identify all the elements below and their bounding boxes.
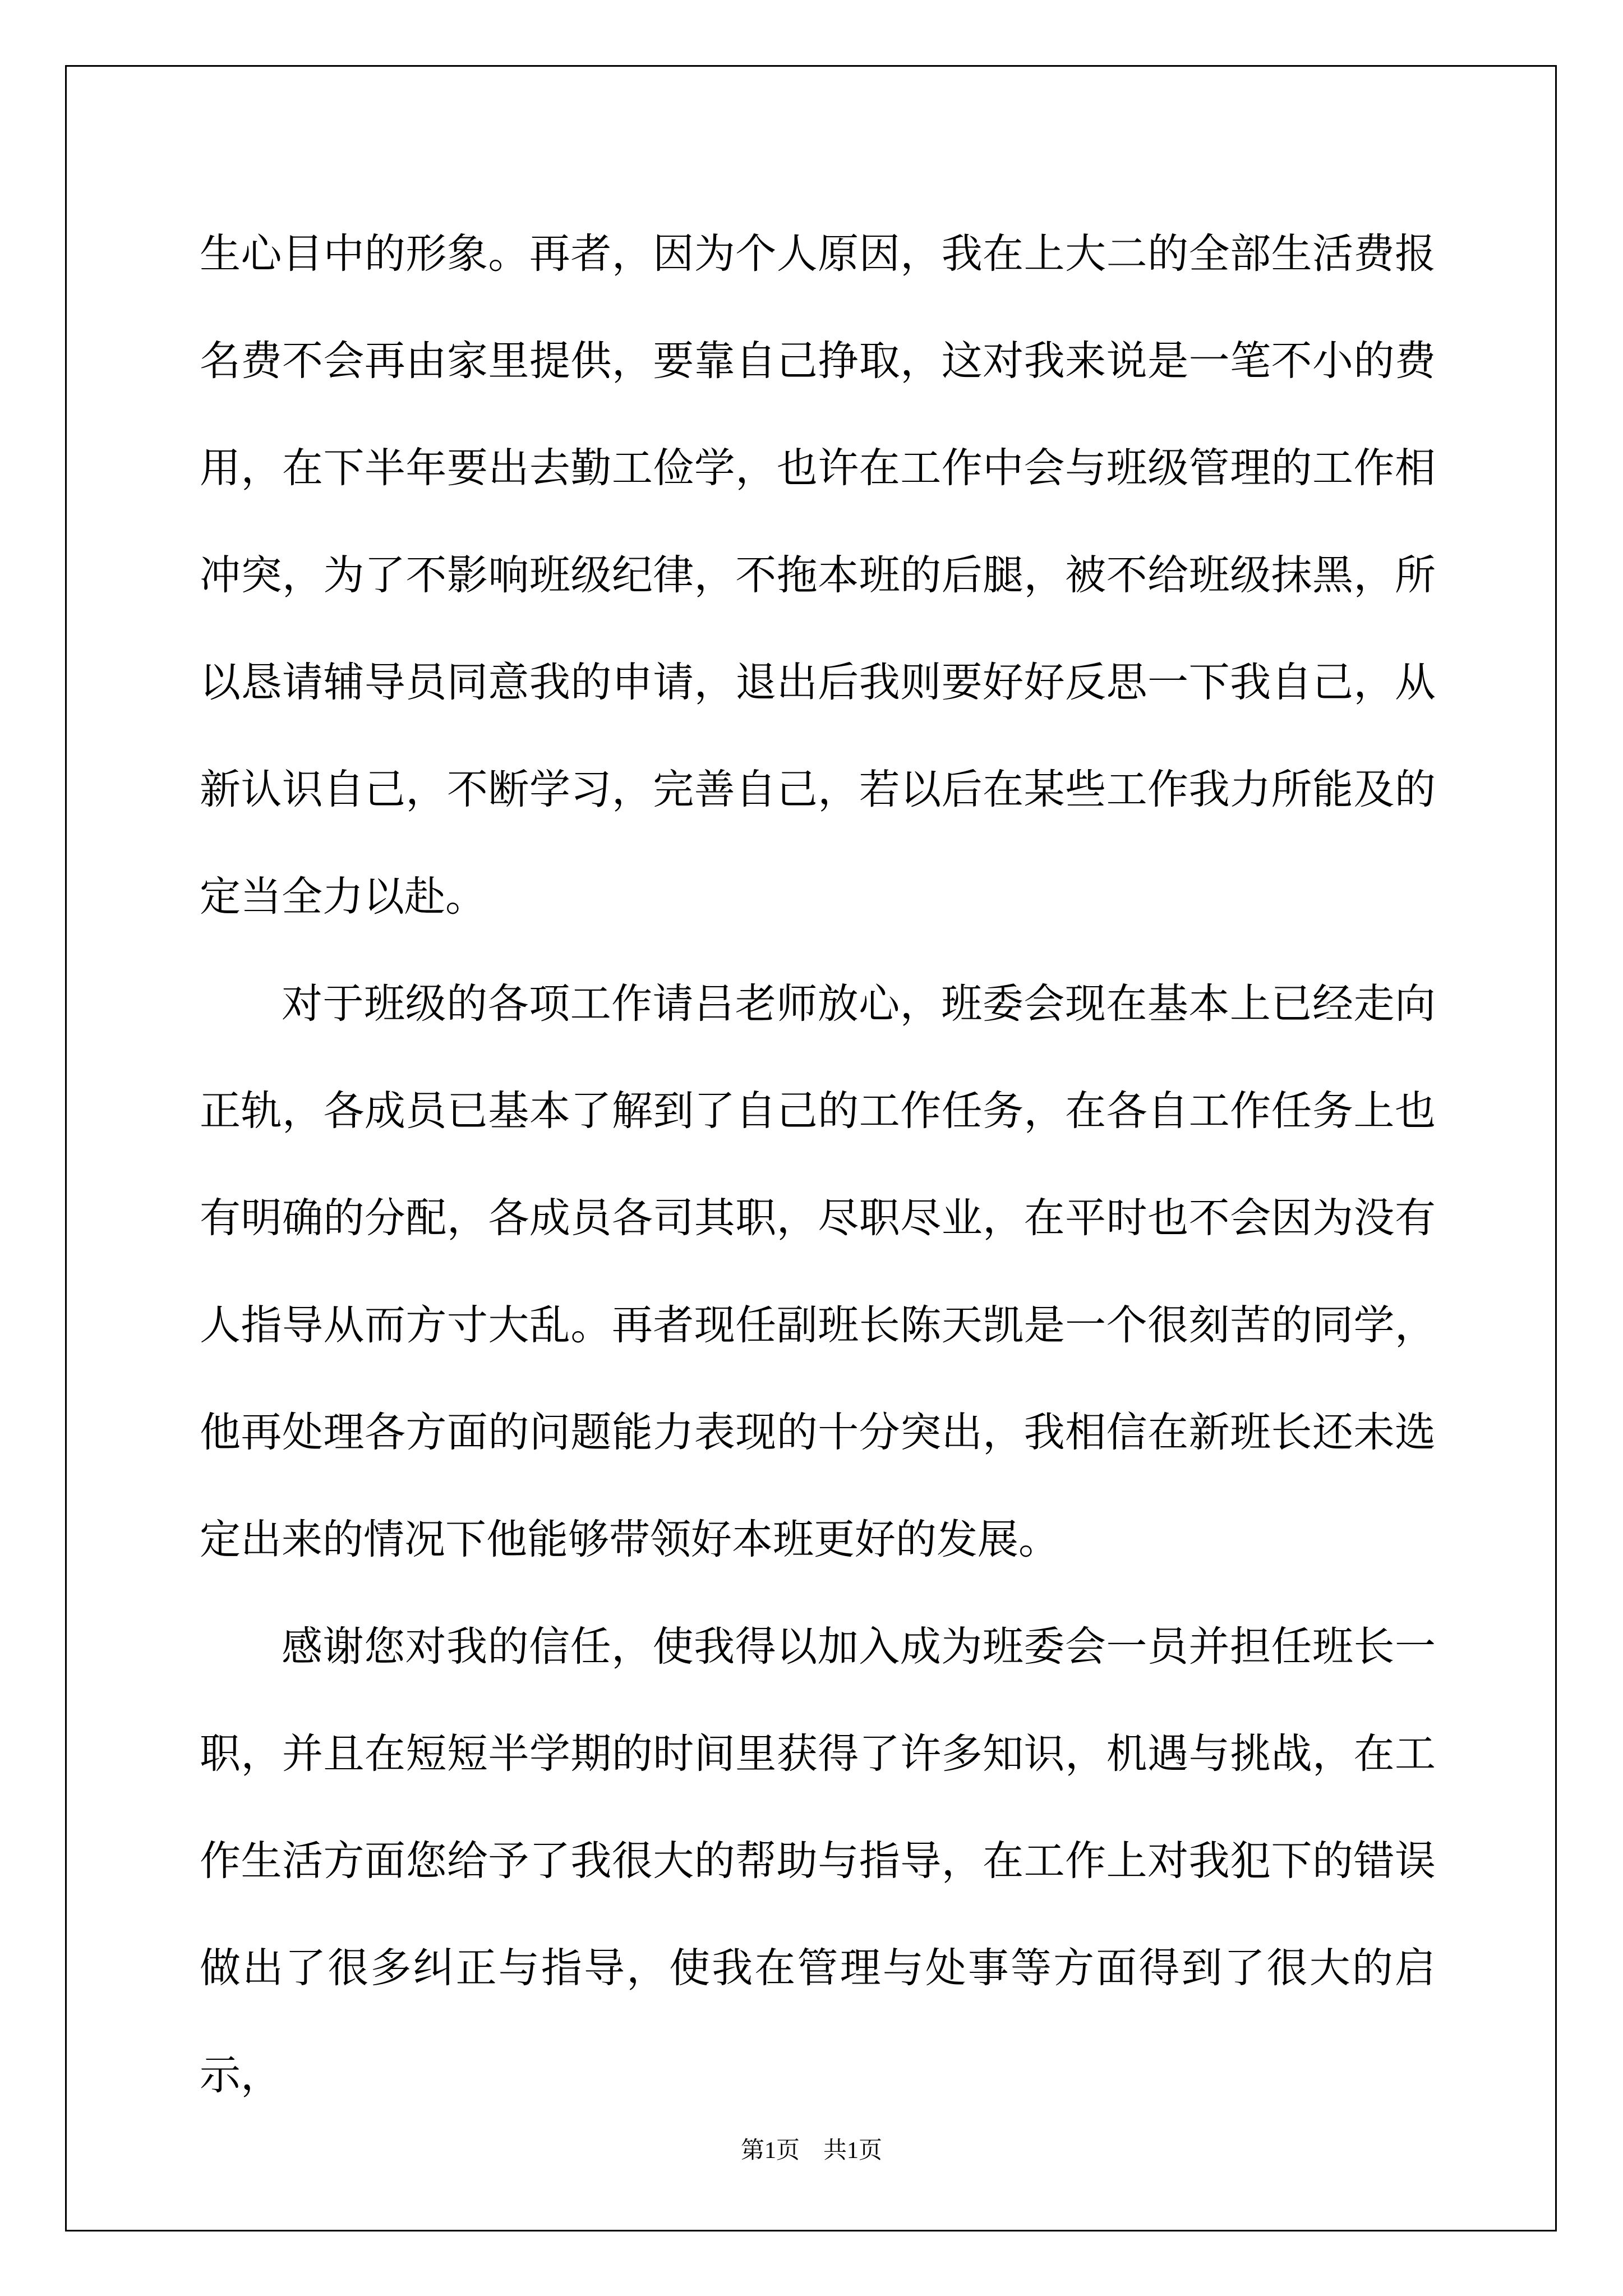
paragraph-2: 对于班级的各项工作请吕老师放心，班委会现在基本上已经走向正轨，各成员已基本了解到了自己的工作任务，在各自工作任务上也有明确的分配，各成员各司其职，尽职尽业，在平时也不会因为没有人指导从而方寸大乱。再者现任副班长陈天凯是一个很刻苦的同学，他再处理各方面的问题能力表现的十分突出，我相信在新班长还未选定出来的情况下他能够带领好本班更好的发展。 (200, 980, 1436, 1563)
page-number-total: 共1页 (823, 2138, 883, 2164)
page-footer (0, 2132, 1623, 2165)
document-body (200, 200, 1436, 2129)
paragraph-1: 生心目中的形象。再者，因为个人原因，我在上大二的全部生活费报名费不会再由家里提供，要靠自己挣取，这对我来说是一笔不小的费用，在下半年要出去勤工俭学，也许在工作中会与班级管理的工作相冲突，为了不影响班级纪律，不拖本班的后腿，被不给班级抹黑，所以恳请辅导员同意我的申请，退出后我则要好好反思一下我自己，从新认识自己，不断学习，完善自己，若以后在某些工作我力所能及的定当全力以赴。 (200, 230, 1436, 921)
paragraph-3: 感谢您对我的信任，使我得以加入成为班委会一员并担任班长一职，并且在短短半学期的时间里获得了许多知识，机遇与挑战，在工作生活方面您给予了我很大的帮助与指导，在工作上对我犯下的错误做出了很多纠正与指导，使我在管理与处事等方面得到了很大的启示， (200, 1623, 1436, 2099)
page-number-current: 第1页 (740, 2138, 800, 2164)
